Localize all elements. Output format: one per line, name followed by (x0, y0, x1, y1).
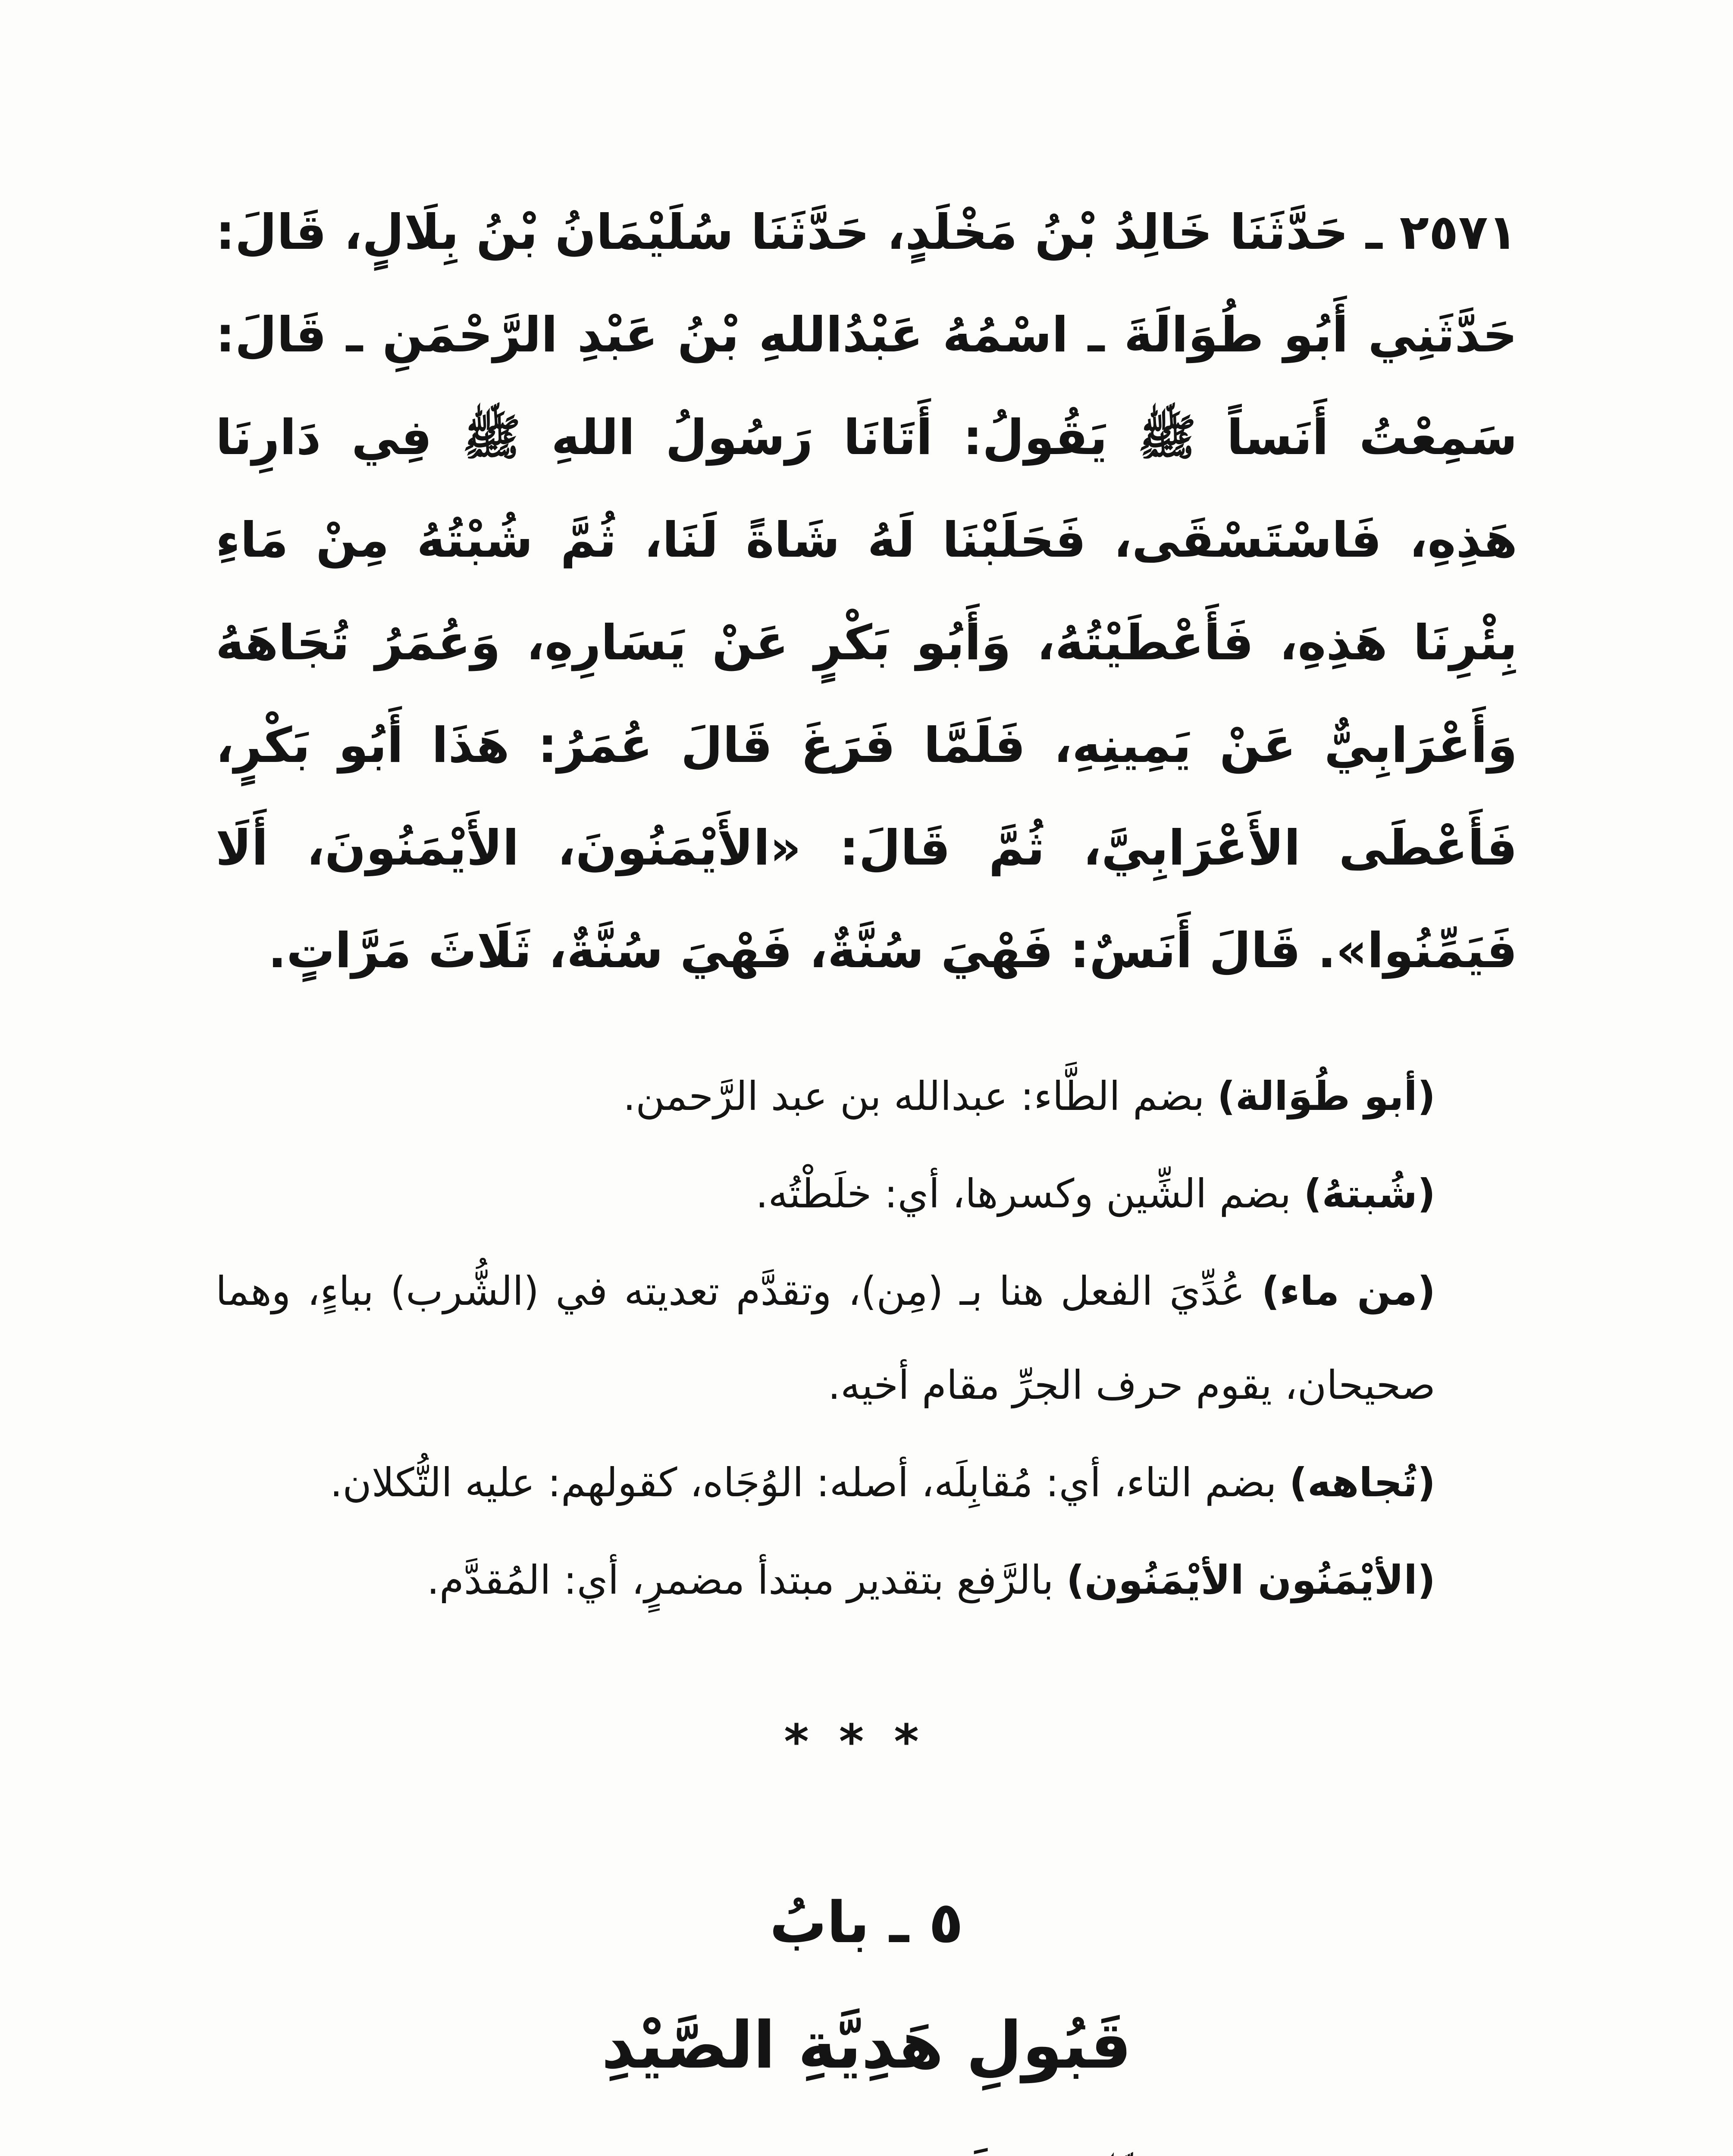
note-term: (أبو طُوَالة) (1217, 1073, 1435, 1119)
note-term: (من ماء) (1261, 1268, 1436, 1314)
note-text: بالرَّفع بتقدير مبتدأ مضمرٍ، أي: المُقدَّم. (426, 1557, 1066, 1603)
chapter-number: ٥ ـ بابُ (769, 1890, 964, 1956)
note-item (216, 1147, 1517, 1241)
note-item (216, 1533, 1517, 1627)
note-item (216, 1436, 1517, 1530)
note-item (216, 1244, 1517, 1432)
chapter-title: قَبُولِ هَدِيَّةِ الصَّيْدِ (601, 2008, 1132, 2083)
chapter-text (216, 2136, 1517, 2156)
book-page (216, 181, 1517, 2156)
note-text: بضم التاء، أي: مُقابِلَه، أصله: الوُجَاه، كقولهم: عليه التُّكلان. (330, 1460, 1289, 1506)
note-text: بضم الطَّاء: عبدالله بن عبد الرَّحمن. (623, 1073, 1217, 1119)
note-text: بضم الشِّين وكسرها، أي: خلَطْتُه. (755, 1171, 1304, 1217)
note-text: عُدِّيَ الفعل هنا بـ (مِن)، وتقدَّم تعديته في (الشُّرب) بباءٍ، وهما صحيحان، يقوم حرف الجرِّ مقام أخيه. (216, 1268, 1435, 1408)
hadith-text: ٢٥٧١ ـ حَدَّثَنَا خَالِدُ بْنُ مَخْلَدٍ، حَدَّثَنَا سُلَيْمَانُ بْنُ بِلَالٍ، قَالَ: حَدَّثَنِي أَبُو طُوَالَةَ ـ اسْمُهُ عَبْدُاللهِ بْنُ عَبْدِ الرَّحْمَنِ ـ قَالَ: سَمِعْتُ أَنَساً ﷺ يَقُولُ: أَتَانَا رَسُولُ اللهِ ﷺ فِي دَارِنَا هَذِهِ، فَاسْتَسْقَى، فَحَلَبْنَا لَهُ شَاةً لَنَا، ثُمَّ شُبْتُهُ مِنْ مَاءِ بِئْرِنَا هَذِهِ، فَأَعْطَيْتُهُ، وَأَبُو بَكْرٍ عَنْ يَسَارِهِ، وَعُمَرُ تُجَاهَهُ وَأَعْرَابِيٌّ عَنْ يَمِينِهِ، فَلَمَّا فَرَغَ قَالَ عُمَرُ: هَذَا أَبُو بَكْرٍ، فَأَعْطَى الأَعْرَابِيَّ، ثُمَّ قَالَ: «الأَيْمَنُونَ، الأَيْمَنُونَ، أَلَا فَيَمِّنُوا». قَالَ أَنَسٌ: فَهْيَ سُنَّةٌ، فَهْيَ سُنَّةٌ، ثَلَاثَ مَرَّاتٍ. (216, 204, 1517, 979)
note-term: (تُجاهه) (1289, 1460, 1435, 1506)
notes-section (216, 1050, 1517, 1627)
note-term: (الأيْمَنُون الأيْمَنُون) (1066, 1557, 1435, 1603)
note-term: (شُبتهُ) (1304, 1171, 1435, 1217)
section-separator: *** (784, 1714, 949, 1769)
note-item (216, 1050, 1517, 1144)
